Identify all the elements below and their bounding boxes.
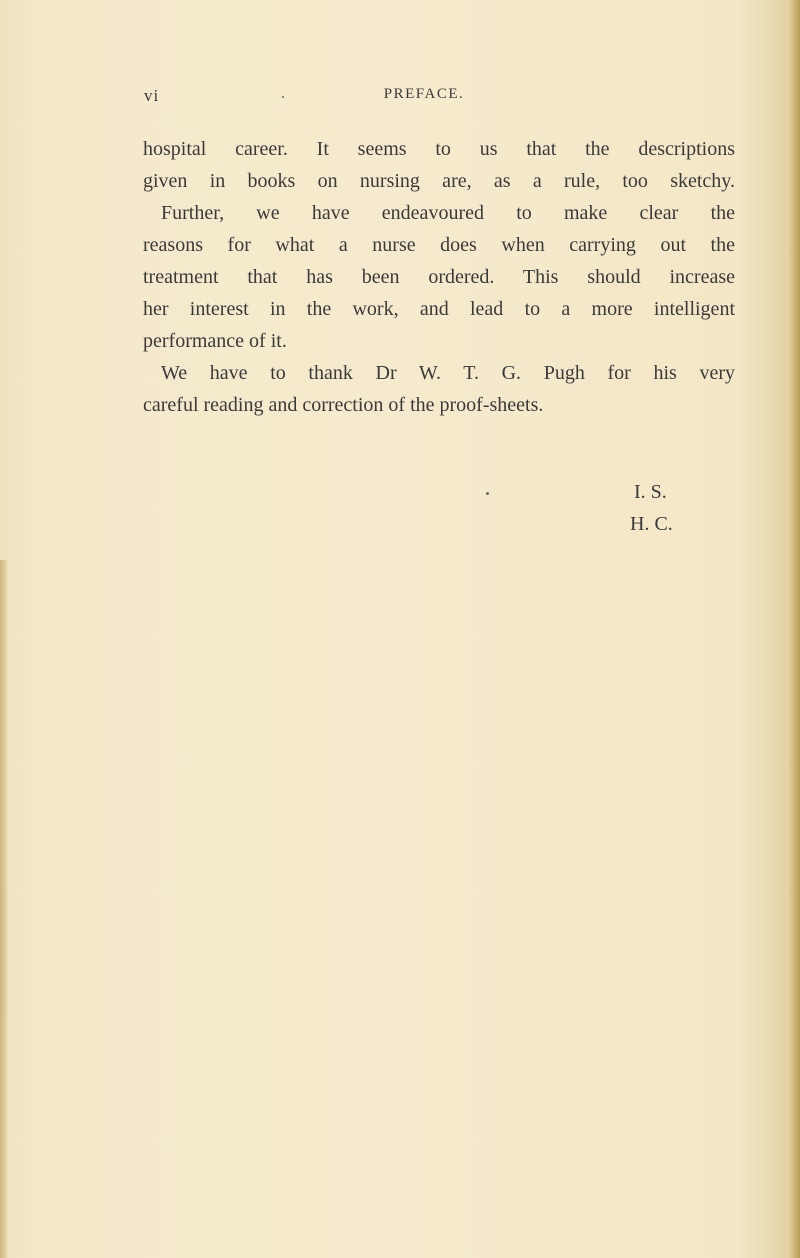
signature-initials-1: I. S.: [634, 481, 667, 503]
text-line: treatment that has been ordered. This should increase: [143, 266, 735, 288]
signature-initials-2: H. C.: [630, 513, 673, 535]
text-line: We have to thank Dr W. T. G. Pugh for his very: [161, 362, 735, 384]
text-line: reasons for what a nurse does when carrying out the: [143, 234, 735, 256]
paper-speck: [486, 492, 489, 495]
text-line: performance of it.: [143, 330, 287, 352]
page-right-edge: [786, 0, 800, 1258]
running-head-title: PREFACE.: [383, 86, 465, 102]
text-line: careful reading and correction of the proof-sheets.: [143, 394, 544, 416]
running-head: [144, 86, 704, 110]
page-number: vi: [144, 86, 160, 105]
body-text: [143, 133, 735, 421]
text-line: hospital career. It seems to us that the descriptions: [143, 138, 735, 160]
page-left-edge: [0, 560, 7, 1258]
paper-speck: [282, 96, 284, 98]
text-line: Further, we have endeavoured to make clear the: [161, 202, 735, 224]
text-line: given in books on nursing are, as a rule, too sketchy.: [143, 170, 735, 192]
text-line: her interest in the work, and lead to a more intelligent: [143, 298, 735, 320]
signature: [630, 476, 673, 540]
